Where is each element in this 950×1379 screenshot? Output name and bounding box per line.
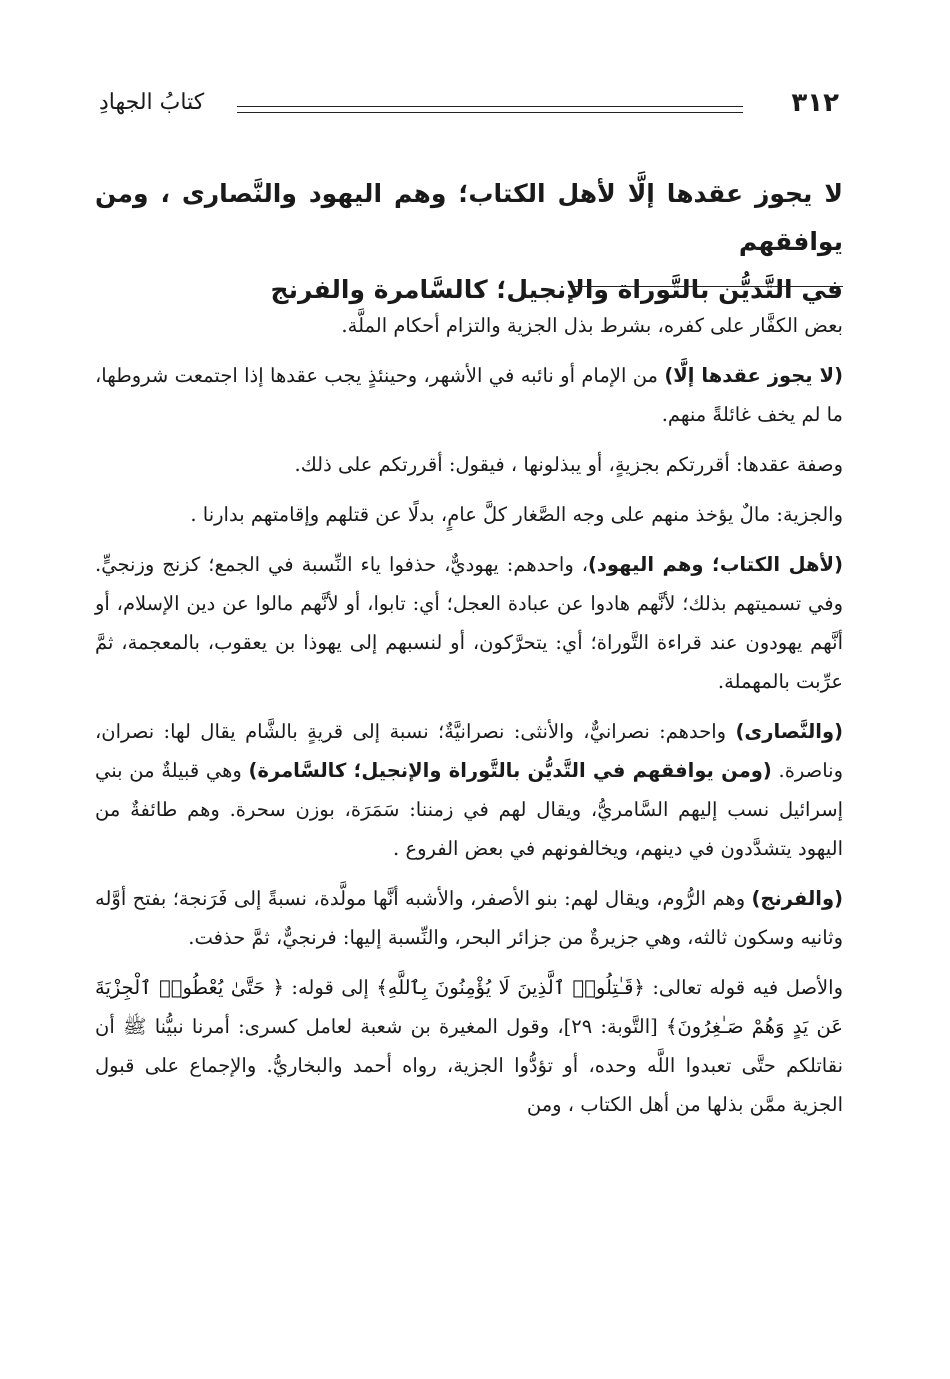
page-number: ٣١٢ xyxy=(791,88,839,118)
quoted-matn: (ومن يوافقهم في التَّديُّن بالتَّوراة والإنجيل؛ كالسَّامرة) xyxy=(248,759,772,782)
running-header xyxy=(95,84,843,124)
main-text-line: لا يجوز عقدها إلَّا لأهل الكتاب؛ وهم اليهود والنَّصارى ، ومن يوافقهم xyxy=(95,179,843,256)
commentary-paragraph xyxy=(95,356,843,434)
commentary-paragraph xyxy=(95,445,843,484)
book-title: كتابُ الجهادِ xyxy=(99,90,205,115)
quoted-matn: (والفرنج) xyxy=(751,887,843,910)
commentary-paragraph xyxy=(95,968,843,1124)
quoted-matn: (لأهل الكتاب؛ وهم اليهود) xyxy=(588,553,843,576)
paragraph-text: والجزية: مالٌ يؤخذ منهم على وجه الصَّغار كلَّ عامٍ، بدلًا عن قتلهم وإقامتهم بدارنا . xyxy=(190,503,843,526)
quran-quote: ﴿قَـٰتِلُوا۟ ٱلَّذِينَ لَا يُؤْمِنُونَ بِٱللَّهِ﴾ xyxy=(376,976,645,999)
paragraph-text: ، واحدهم: يهوديٌّ، حذفوا ياء النِّسبة في الجمع؛ كزنج وزنجيٍّ. وفي تسميتهم بذلك؛ لأنَّهم هادوا عن عبادة العجل؛ أي: تابوا، أو لأنَّهم مالوا عن دين الإسلام، أو أنَّهم يهودون عند قراءة التَّوراة؛ أي: يتحرَّكون، أو لنسبهم إلى يهوذا بن يعقوب، بالمعجمة، ثمَّ عرِّبت بالمهملة. xyxy=(95,553,843,693)
commentary-paragraph xyxy=(95,306,843,345)
paragraph-text: وصفة عقدها: أقررتكم بجزيةٍ، أو يبذلونها ، فيقول: أقررتكم على ذلك. xyxy=(294,453,843,476)
main-text-line: في التَّديُّن بالتَّوراة والإنجيل؛ كالسَّامرة والفرنج xyxy=(270,275,843,304)
book-page xyxy=(95,70,843,1330)
paragraph-text: [التَّوبة: ٢٩]، وقول المغيرة بن شعبة لعامل كسرى: أمرنا نبيُّنا ﷺ أن نقاتلكم حتَّى تعبدوا اللَّه وحده، أو تؤدُّوا الجزية، رواه أحمد والبخاريُّ. والإجماع على قبول الجزية ممَّن بذلها من أهل الكتاب ، ومن xyxy=(95,1015,843,1116)
paragraph-text: والأصل فيه قوله تعالى: xyxy=(644,976,843,999)
commentary xyxy=(95,306,843,1135)
commentary-paragraph xyxy=(95,879,843,957)
commentary-paragraph xyxy=(95,495,843,534)
paragraph-text: واحدهم: نصرانيٌّ، والأنثى: نصرانيَّةٌ؛ نسبة إلى قريةٍ بالشَّام يقال لها: نصران، وناصرة. xyxy=(95,720,844,782)
commentary-paragraph xyxy=(95,545,843,701)
main-text xyxy=(95,170,843,314)
quoted-matn: (لا يجوز عقدها إلَّا) xyxy=(664,364,843,387)
paragraph-text: إلى قوله: xyxy=(283,976,377,999)
footnote-divider xyxy=(573,286,843,287)
paragraph-text: وهي قبيلةٌ من بني إسرائيل نسب إليهم السَّامريُّ، ويقال لهم في زمننا: سَمَرَة، بوزن سحرة. وهم طائفةٌ من اليهود يتشدَّدون في دينهم، ويخالفونهم في بعض الفروع . xyxy=(95,759,843,860)
paragraph-text: وهم الرُّوم، ويقال لهم: بنو الأصفر، والأشبه أنَّها مولَّدة، نسبةً إلى فَرَنجة؛ بفتح أوَّله وثانيه وسكون ثالثه، وهي جزيرةٌ من جزائر البحر، والنِّسبة إليها: فرنجيٌّ، ثمَّ حذفت. xyxy=(95,887,843,949)
quoted-matn: (والنَّصارى) xyxy=(735,720,843,743)
paragraph-text: بعض الكفَّار على كفره، بشرط بذل الجزية والتزام أحكام الملَّة. xyxy=(341,314,843,337)
header-rule xyxy=(237,106,743,113)
quran-quote: ﴿ حَتَّىٰ يُعْطُوا۟ ٱلْجِزْيَةَ عَن يَدٍ وَهُمْ صَـٰغِرُونَ﴾ xyxy=(95,976,843,1038)
commentary-paragraph xyxy=(95,712,843,868)
paragraph-text: من الإمام أو نائبه في الأشهر، وحينئذٍ يجب عقدها إذا اجتمعت شروطها، ما لم يخف غائلةً منهم. xyxy=(95,364,843,426)
